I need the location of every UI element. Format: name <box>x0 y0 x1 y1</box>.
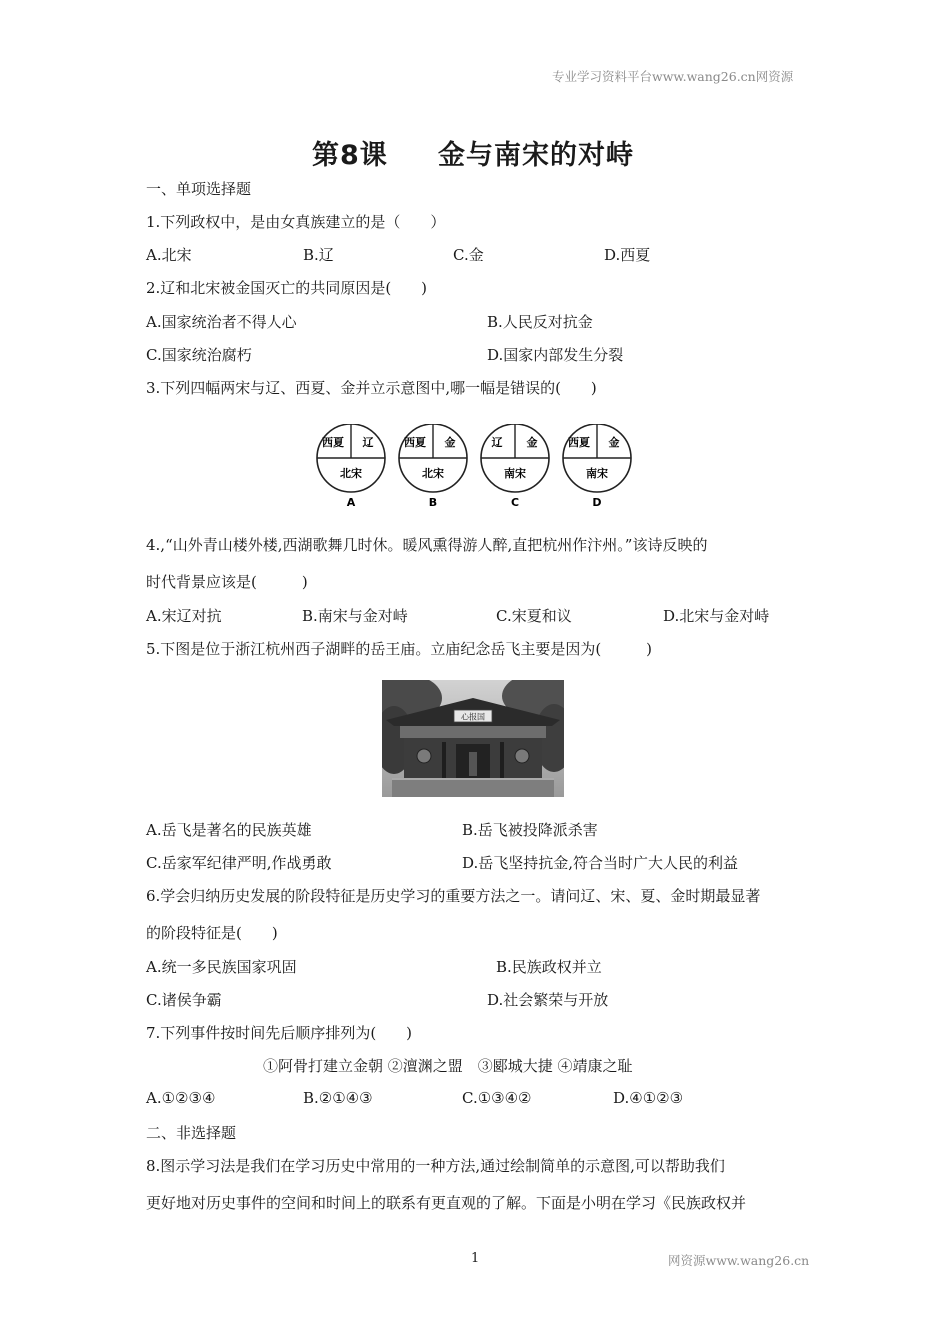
question-6-line-2: 的阶段特征是( ) <box>146 924 278 942</box>
question-2-option-b: B.人民反对抗金 <box>487 313 593 331</box>
question-7-stem: 7.下列事件按时间先后顺序排列为( ) <box>146 1024 413 1042</box>
diagram-d-label: D <box>592 496 602 509</box>
header-watermark: 专业学习资料平台www.wang26.cn网资源 <box>552 69 794 84</box>
diagram-d <box>557 424 637 510</box>
diagram-a-bottom: 北宋 <box>340 467 362 480</box>
question-4-line-2: 时代背景应该是( ) <box>146 573 308 591</box>
page-number: 1 <box>471 1251 480 1266</box>
question-6-line-1: 6.学会归纳历史发展的阶段特征是历史学习的重要方法之一。请问辽、宋、夏、金时期最显著 <box>146 887 761 905</box>
diagram-c-top-left: 辽 <box>491 436 503 449</box>
question-4-line-1: 4.,“山外青山楼外楼,西湖歌舞几时休。暖风熏得游人醉,直把杭州作汴州。”该诗反映的 <box>146 536 708 554</box>
question-7-option-b: B.②①④③ <box>303 1089 373 1107</box>
diagram-a-label: A <box>346 496 356 509</box>
temple-plaque-text: 心报国 <box>461 712 485 722</box>
diagram-a-top-left: 西夏 <box>322 436 344 449</box>
diagram-d-top-left: 西夏 <box>568 436 590 449</box>
question-7-option-c: C.①③④② <box>462 1089 532 1107</box>
question-8-line-1: 8.图示学习法是我们在学习历史中常用的一种方法,通过绘制简单的示意图,可以帮助我们 <box>146 1157 725 1175</box>
question-1-stem: 1.下列政权中，是由女真族建立的是（ ） <box>146 213 446 231</box>
question-5-option-d: D.岳飞坚持抗金,符合当时广大人民的利益 <box>462 854 739 872</box>
question-7-option-d: D.④①②③ <box>613 1089 684 1107</box>
diagram-c-top-right: 金 <box>526 436 538 449</box>
question-7-option-a: A.①②③④ <box>146 1089 216 1107</box>
question-4-option-c: C.宋夏和议 <box>496 607 572 625</box>
question-6-option-c: C.诸侯争霸 <box>146 991 222 1009</box>
question-1-option-b: B.辽 <box>303 246 334 264</box>
question-1-option-d: D.西夏 <box>604 246 651 264</box>
question-6-option-a: A.统一多民族国家巩固 <box>146 958 297 976</box>
diagram-a <box>311 424 391 510</box>
diagram-b-top-right: 金 <box>444 436 456 449</box>
diagram-c-bottom: 南宋 <box>504 467 526 480</box>
diagram-b-bottom: 北宋 <box>422 467 444 480</box>
question-5-stem: 5.下图是位于浙江杭州西子湖畔的岳王庙。立庙纪念岳飞主要是因为( ) <box>146 640 653 658</box>
footer-watermark: 网资源www.wang26.cn <box>668 1253 810 1268</box>
question-1-option-c: C.金 <box>453 246 484 264</box>
question-5-option-a: A.岳飞是著名的民族英雄 <box>146 821 312 839</box>
diagram-b <box>393 424 473 510</box>
section-heading-1: 一、单项选择题 <box>146 180 252 198</box>
question-6-option-b: B.民族政权并立 <box>496 958 602 976</box>
lesson-number: 第8课 <box>312 140 388 171</box>
diagram-d-top-right: 金 <box>608 436 620 449</box>
question-2-option-d: D.国家内部发生分裂 <box>487 346 624 364</box>
question-3-stem: 3.下列四幅两宋与辽、西夏、金并立示意图中,哪一幅是错误的( ) <box>146 379 597 397</box>
question-4-option-b: B.南宋与金对峙 <box>302 607 408 625</box>
question-2-stem: 2.辽和北宋被金国灭亡的共同原因是( ) <box>146 279 428 297</box>
question-2-option-c: C.国家统治腐朽 <box>146 346 252 364</box>
question-5-option-c: C.岳家军纪律严明,作战勇敢 <box>146 854 332 872</box>
question-5-option-b: B.岳飞被投降派杀害 <box>462 821 598 839</box>
diagram-b-top-left: 西夏 <box>404 436 426 449</box>
question-4-option-a: A.宋辽对抗 <box>146 607 222 625</box>
section-heading-2: 二、非选择题 <box>146 1124 237 1142</box>
question-4-option-d: D.北宋与金对峙 <box>663 607 770 625</box>
question-7-events: ①阿骨打建立金朝 ②澶渊之盟 ③郾城大捷 ④靖康之耻 <box>263 1057 633 1075</box>
diagram-a-top-right: 辽 <box>362 436 374 449</box>
question-8-line-2: 更好地对历史事件的空间和时间上的联系有更直观的了解。下面是小明在学习《民族政权并 <box>146 1194 747 1212</box>
question-1-option-a: A.北宋 <box>146 246 192 264</box>
diagram-b-label: B <box>428 496 438 509</box>
page-title: 金与南宋的对峙 <box>438 140 634 171</box>
diagram-d-bottom: 南宋 <box>586 467 608 480</box>
question-2-option-a: A.国家统治者不得人心 <box>146 313 297 331</box>
diagram-c-label: C <box>510 496 520 509</box>
yue-temple-photo <box>382 680 564 797</box>
diagram-c <box>475 424 555 510</box>
question-6-option-d: D.社会繁荣与开放 <box>487 991 609 1009</box>
